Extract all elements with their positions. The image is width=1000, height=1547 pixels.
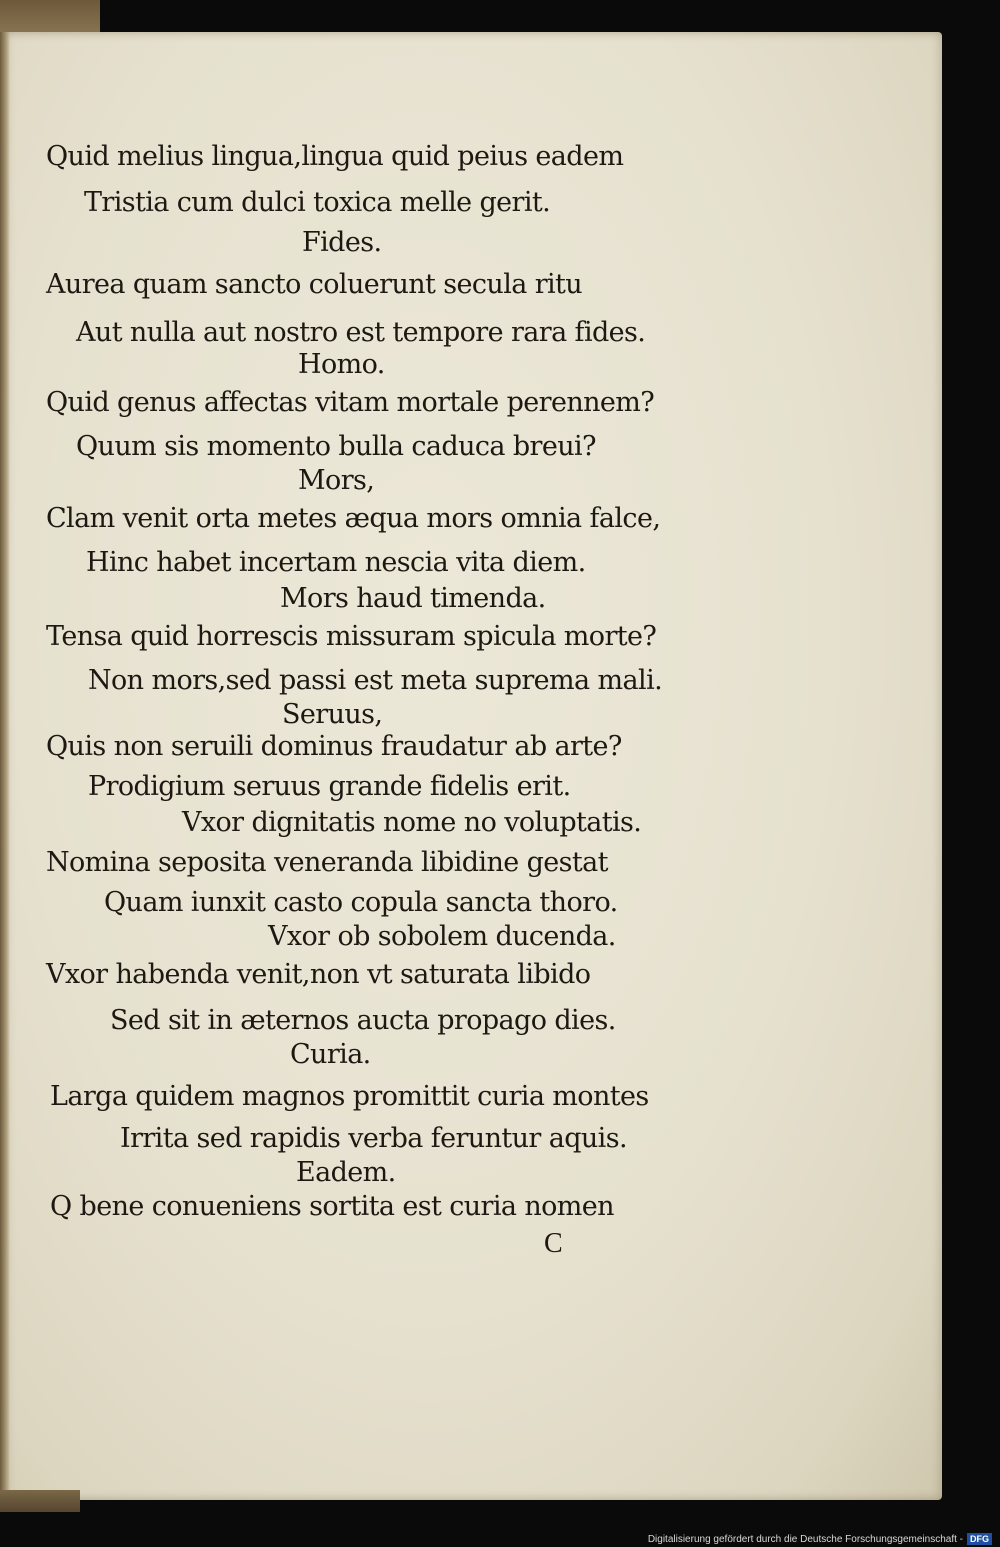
verse-line: Quid genus affectas vitam mortale perennem? [46, 387, 655, 418]
catchword: C [544, 1228, 563, 1259]
verse-line: Quid melius lingua,lingua quid peius eadem [46, 141, 624, 172]
verse-line: Clam venit orta metes æqua mors omnia falce, [46, 503, 661, 534]
verse-line: Tristia cum dulci toxica melle gerit. [84, 187, 551, 218]
verse-line: Quum sis momento bulla caduca breui? [76, 431, 596, 462]
section-heading: Vxor ob sobolem ducenda. [268, 921, 616, 952]
verse-line: Q bene conueniens sortita est curia nomen [50, 1191, 614, 1222]
section-heading: Mors, [298, 465, 375, 496]
verse-line: Quis non seruili dominus fraudatur ab arte? [46, 731, 622, 762]
verse-line: Irrita sed rapidis verba feruntur aquis. [120, 1123, 627, 1154]
verse-line: Larga quidem magnos promittit curia montes [50, 1081, 649, 1112]
section-heading: Mors haud timenda. [280, 583, 546, 614]
verse-line: Aurea quam sancto coluerunt secula ritu [46, 269, 583, 300]
section-heading: Curia. [290, 1039, 371, 1070]
section-heading: Vxor dignitatis nome no voluptatis. [182, 807, 642, 838]
verse-line: Quam iunxit casto copula sancta thoro. [104, 887, 618, 918]
book-page [0, 32, 942, 1500]
verse-line: Nomina seposita veneranda libidine gestat [46, 847, 608, 878]
verse-line: Vxor habenda venit,non vt saturata libido [46, 959, 591, 990]
footer-credit [648, 1531, 992, 1547]
verse-line: Aut nulla aut nostro est tempore rara fides. [76, 317, 646, 348]
footer-text: Digitalisierung gefördert durch die Deutsche Forschungsgemeinschaft - [647, 1533, 963, 1545]
binding-corner-bottom [0, 1490, 80, 1512]
section-heading: Homo. [298, 349, 385, 380]
verse-line: Tensa quid horrescis missuram spicula morte? [46, 621, 657, 652]
section-heading: Fides. [302, 227, 382, 258]
section-heading: Seruus, [282, 699, 383, 730]
verse-line: Prodigium seruus grande fidelis erit. [88, 771, 571, 802]
dfg-logo[interactable]: DFG [967, 1533, 992, 1545]
verse-line: Non mors,sed passi est meta suprema mali. [88, 665, 663, 696]
verse-line: Hinc habet incertam nescia vita diem. [86, 547, 586, 578]
section-heading: Eadem. [296, 1157, 396, 1188]
verse-line: Sed sit in æternos aucta propago dies. [110, 1005, 616, 1036]
binding-edge [0, 32, 10, 1500]
